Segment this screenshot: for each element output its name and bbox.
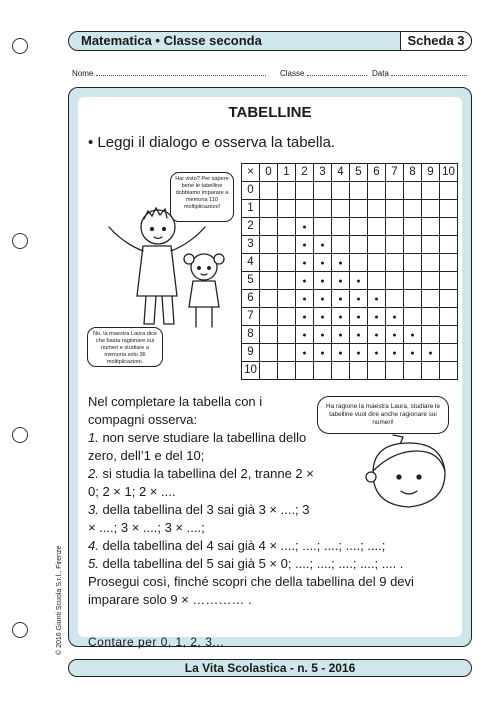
table-cell[interactable]	[404, 344, 422, 362]
dot-mark: ●	[320, 313, 325, 321]
table-cell[interactable]	[332, 308, 350, 326]
table-cell[interactable]	[260, 308, 278, 326]
table-cell[interactable]	[440, 290, 458, 308]
class-label: Classe	[280, 69, 305, 78]
point-2	[88, 465, 314, 501]
multiplication-table	[241, 163, 458, 380]
table-col-header: 10	[440, 164, 458, 182]
table-col-header: 7	[386, 164, 404, 182]
worksheet-frame	[68, 87, 472, 647]
table-cell[interactable]	[278, 308, 296, 326]
table-cell[interactable]	[386, 218, 404, 236]
date-label: Data	[372, 69, 389, 78]
dot-mark: ●	[302, 295, 307, 303]
class-field[interactable]	[280, 68, 367, 78]
table-cell[interactable]	[422, 182, 440, 200]
speech-bubble-kid: Ha ragione la maestra Laura, studiare le tabelline vuol dire anche ragionare sui numeri!	[317, 396, 449, 434]
dot-mark: ●	[428, 349, 433, 357]
point-5-number: 5.	[88, 556, 99, 571]
table-cell[interactable]	[440, 254, 458, 272]
table-cell[interactable]	[332, 344, 350, 362]
table-cell[interactable]	[314, 254, 332, 272]
table-row-header: 7	[242, 308, 260, 326]
table-cell[interactable]	[368, 218, 386, 236]
table-cell[interactable]	[278, 272, 296, 290]
table-cell[interactable]	[278, 254, 296, 272]
class-line[interactable]	[307, 68, 367, 76]
table-row-header: 10	[242, 362, 260, 380]
table-cell[interactable]	[296, 344, 314, 362]
table-cell[interactable]	[440, 308, 458, 326]
table-cell[interactable]	[368, 290, 386, 308]
table-cell[interactable]	[314, 326, 332, 344]
table-cell[interactable]	[332, 200, 350, 218]
dot-mark: ●	[374, 331, 379, 339]
table-cell[interactable]	[386, 236, 404, 254]
table-cell[interactable]	[314, 344, 332, 362]
table-cell[interactable]	[296, 362, 314, 380]
table-cell[interactable]	[440, 218, 458, 236]
table-cell[interactable]	[368, 182, 386, 200]
table-cell[interactable]	[332, 362, 350, 380]
table-cell[interactable]	[296, 326, 314, 344]
table-row	[242, 218, 458, 236]
table-row	[242, 308, 458, 326]
table-row-header: 3	[242, 236, 260, 254]
table-row	[242, 182, 458, 200]
table-cell[interactable]	[260, 344, 278, 362]
dot-mark: ●	[320, 331, 325, 339]
table-cell[interactable]	[422, 200, 440, 218]
binder-hole-3	[12, 427, 28, 443]
table-cell[interactable]	[368, 200, 386, 218]
table-cell[interactable]	[440, 326, 458, 344]
table-cell[interactable]	[350, 290, 368, 308]
dot-mark: ●	[356, 331, 361, 339]
point-2-text: si studia la tabellina del 2, tranne 2 × 0; 2 × 1; 2 × ....	[88, 466, 314, 499]
table-cell[interactable]	[404, 362, 422, 380]
table-cell[interactable]	[296, 308, 314, 326]
table-cell[interactable]	[260, 362, 278, 380]
closing-text: Prosegui così, finché scopri che della tabellina del 9 devi imparare solo 9 × ………… .	[88, 574, 414, 607]
contare-per-label: Contare per 0, 1, 2, 3...	[88, 635, 224, 649]
dot-mark: ●	[320, 349, 325, 357]
table-cell[interactable]	[260, 290, 278, 308]
table-cell[interactable]	[314, 182, 332, 200]
dot-mark: ●	[338, 349, 343, 357]
table-cell[interactable]	[314, 272, 332, 290]
worksheet-content	[78, 97, 462, 649]
dot-mark: ●	[410, 349, 415, 357]
table-col-header: 6	[368, 164, 386, 182]
name-label: Nome	[72, 69, 94, 78]
table-cell[interactable]	[350, 308, 368, 326]
footer-bar: La Vita Scolastica - n. 5 - 2016	[68, 659, 472, 677]
table-col-header: 9	[422, 164, 440, 182]
table-cell[interactable]	[350, 254, 368, 272]
table-cell[interactable]	[440, 200, 458, 218]
table-cell[interactable]	[278, 200, 296, 218]
dot-mark: ●	[356, 349, 361, 357]
speech-bubble-girl: No, la maestra Laura dice che basta ragionare sui numeri e studiare a memoria solo 36 moltiplicazioni.	[87, 327, 163, 367]
dot-mark: ●	[320, 259, 325, 267]
table-row	[242, 236, 458, 254]
table-cell[interactable]	[404, 218, 422, 236]
table-cell[interactable]	[332, 326, 350, 344]
table-cell[interactable]	[404, 290, 422, 308]
table-cell[interactable]	[260, 182, 278, 200]
table-cell[interactable]	[332, 254, 350, 272]
table-cell[interactable]	[296, 236, 314, 254]
table-cell[interactable]	[422, 362, 440, 380]
table-cell[interactable]	[386, 326, 404, 344]
header-subject: Matematica • Classe seconda	[81, 33, 262, 48]
table-cell[interactable]	[260, 200, 278, 218]
page-title: TABELLINE	[228, 104, 312, 121]
table-cell[interactable]	[422, 272, 440, 290]
table-row	[242, 362, 458, 380]
binder-hole-2	[12, 233, 28, 249]
point-5	[88, 555, 448, 573]
table-row-header: 8	[242, 326, 260, 344]
table-cell[interactable]	[260, 272, 278, 290]
dot-mark: ●	[338, 295, 343, 303]
table-cell[interactable]	[350, 236, 368, 254]
point-3-number: 3.	[88, 502, 99, 517]
dot-mark: ●	[302, 241, 307, 249]
dot-mark: ●	[338, 277, 343, 285]
header-bar	[68, 31, 472, 51]
table-row	[242, 290, 458, 308]
table-row	[242, 254, 458, 272]
point-3	[88, 501, 314, 537]
point-4-text: della tabellina del 4 sai già 4 × ....; ....; ....; ....; ....;	[98, 538, 386, 553]
table-cell[interactable]	[386, 290, 404, 308]
dot-mark: ●	[356, 295, 361, 303]
table-cell[interactable]	[332, 236, 350, 254]
table-cell[interactable]	[368, 326, 386, 344]
table-row	[242, 272, 458, 290]
children-illustration	[88, 201, 238, 331]
table-cell[interactable]	[296, 218, 314, 236]
header-sheet-number: Scheda 3	[400, 31, 472, 51]
table-cell[interactable]	[296, 290, 314, 308]
table-cell[interactable]	[422, 308, 440, 326]
point-4	[88, 537, 448, 555]
table-row-header: 1	[242, 200, 260, 218]
dot-mark: ●	[302, 277, 307, 285]
table-cell[interactable]	[404, 182, 422, 200]
table-col-header: 5	[350, 164, 368, 182]
table-cell[interactable]	[278, 362, 296, 380]
dot-mark: ●	[302, 259, 307, 267]
table-cell[interactable]	[260, 236, 278, 254]
binder-hole-4	[12, 622, 28, 638]
table-cell[interactable]	[350, 344, 368, 362]
table-row-header: 2	[242, 218, 260, 236]
table-cell[interactable]	[296, 200, 314, 218]
table-col-header: 2	[296, 164, 314, 182]
table-cell[interactable]	[314, 362, 332, 380]
table-row-header: 4	[242, 254, 260, 272]
table-cell[interactable]	[422, 344, 440, 362]
dot-mark: ●	[320, 241, 325, 249]
dot-mark: ●	[302, 313, 307, 321]
table-cell[interactable]	[350, 182, 368, 200]
table-cell[interactable]	[440, 272, 458, 290]
table-cell[interactable]	[260, 326, 278, 344]
table-cell[interactable]	[314, 200, 332, 218]
table-cell[interactable]	[350, 200, 368, 218]
table-cell[interactable]	[278, 290, 296, 308]
point-4-number: 4.	[88, 538, 99, 553]
dot-mark: ●	[392, 331, 397, 339]
table-cell[interactable]	[440, 236, 458, 254]
date-field[interactable]	[372, 68, 467, 78]
name-field[interactable]	[72, 68, 266, 78]
table-cell[interactable]	[386, 182, 404, 200]
table-header-row	[242, 164, 458, 182]
dot-mark: ●	[302, 331, 307, 339]
table-cell[interactable]	[440, 182, 458, 200]
table-row-header: 9	[242, 344, 260, 362]
table-cell[interactable]	[386, 254, 404, 272]
table-cell[interactable]	[404, 236, 422, 254]
table-cell[interactable]	[314, 290, 332, 308]
dot-mark: ●	[356, 313, 361, 321]
dot-mark: ●	[320, 295, 325, 303]
date-line[interactable]	[391, 68, 467, 76]
point-1-text: non serve studiare la tabellina dello zero, dell’1 e del 10;	[88, 430, 307, 463]
dot-mark: ●	[374, 295, 379, 303]
table-cell[interactable]	[368, 362, 386, 380]
table-cell[interactable]	[404, 200, 422, 218]
point-1-number: 1.	[88, 430, 99, 445]
table-cell[interactable]	[332, 218, 350, 236]
table-cell[interactable]	[260, 254, 278, 272]
table-row-header: 6	[242, 290, 260, 308]
dot-mark: ●	[410, 331, 415, 339]
dot-mark: ●	[374, 349, 379, 357]
dot-mark: ●	[338, 313, 343, 321]
point-2-number: 2.	[88, 466, 99, 481]
dot-mark: ●	[338, 259, 343, 267]
table-col-header: 4	[332, 164, 350, 182]
table-cell[interactable]	[440, 344, 458, 362]
table-cell[interactable]	[332, 272, 350, 290]
table-cell[interactable]	[368, 236, 386, 254]
table-cell[interactable]	[386, 200, 404, 218]
table-cell[interactable]	[350, 218, 368, 236]
dot-mark: ●	[392, 313, 397, 321]
table-cell[interactable]	[332, 290, 350, 308]
dot-mark: ●	[302, 349, 307, 357]
speech-bubble-boy: Hai visto? Per sapere bene le tabelline dobbiamo imparare a memoria 110 moltiplicazioni!	[170, 172, 234, 222]
table-cell[interactable]	[314, 308, 332, 326]
table-cell[interactable]	[260, 218, 278, 236]
table-cell[interactable]	[278, 218, 296, 236]
body-intro: Nel completare la tabella con i compagni osserva:	[88, 394, 263, 427]
dot-mark: ●	[320, 277, 325, 285]
instruction: • Leggi il dialogo e osserva la tabella.	[88, 134, 336, 151]
table-cell[interactable]	[422, 326, 440, 344]
table-cell[interactable]	[422, 218, 440, 236]
table-cell[interactable]	[350, 326, 368, 344]
table-cell[interactable]	[386, 344, 404, 362]
table-row-header: 0	[242, 182, 260, 200]
table-cell[interactable]	[368, 308, 386, 326]
table-cell[interactable]	[296, 182, 314, 200]
table-cell[interactable]	[404, 326, 422, 344]
table-cell[interactable]	[422, 236, 440, 254]
table-corner: ×	[242, 164, 260, 182]
table-cell[interactable]	[404, 254, 422, 272]
table-cell[interactable]	[296, 272, 314, 290]
table-cell[interactable]	[386, 362, 404, 380]
table-row-header: 5	[242, 272, 260, 290]
name-line[interactable]	[96, 68, 266, 76]
table-row	[242, 326, 458, 344]
table-body	[242, 182, 458, 380]
table-cell[interactable]	[404, 308, 422, 326]
table-cell[interactable]	[422, 290, 440, 308]
dot-mark: ●	[392, 349, 397, 357]
point-5-text: della tabellina del 5 sai già 5 × 0; ....; ....; ....; ....; .... .	[98, 556, 404, 571]
point-3-text: della tabellina del 3 sai già 3 × ....; 3 × ....; 3 × ....; 3 × ....;	[88, 502, 310, 535]
table-cell[interactable]	[386, 272, 404, 290]
table-col-header: 1	[278, 164, 296, 182]
copyright: © 2016 Giunti Scuola S.r.l., Firenze	[56, 545, 63, 655]
table-row	[242, 200, 458, 218]
point-1	[88, 429, 314, 465]
table-col-header: 8	[404, 164, 422, 182]
table-cell[interactable]	[278, 344, 296, 362]
table-cell[interactable]	[314, 218, 332, 236]
table-cell[interactable]	[386, 308, 404, 326]
table-cell[interactable]	[278, 236, 296, 254]
table-cell[interactable]	[368, 272, 386, 290]
table-col-header: 0	[260, 164, 278, 182]
table-cell[interactable]	[368, 254, 386, 272]
table-cell[interactable]	[350, 362, 368, 380]
dot-mark: ●	[374, 313, 379, 321]
table-cell[interactable]	[332, 182, 350, 200]
dot-mark: ●	[356, 277, 361, 285]
table-cell[interactable]	[296, 254, 314, 272]
table-cell[interactable]	[314, 236, 332, 254]
table-cell[interactable]	[404, 272, 422, 290]
binder-hole-1	[12, 38, 28, 54]
table-cell[interactable]	[350, 272, 368, 290]
dot-mark: ●	[302, 223, 307, 231]
table-row	[242, 344, 458, 362]
table-cell[interactable]	[368, 344, 386, 362]
body-text	[88, 393, 448, 609]
table-cell[interactable]	[422, 254, 440, 272]
table-col-header: 3	[314, 164, 332, 182]
table-cell[interactable]	[440, 362, 458, 380]
table-cell[interactable]	[278, 182, 296, 200]
table-cell[interactable]	[278, 326, 296, 344]
dot-mark: ●	[338, 331, 343, 339]
